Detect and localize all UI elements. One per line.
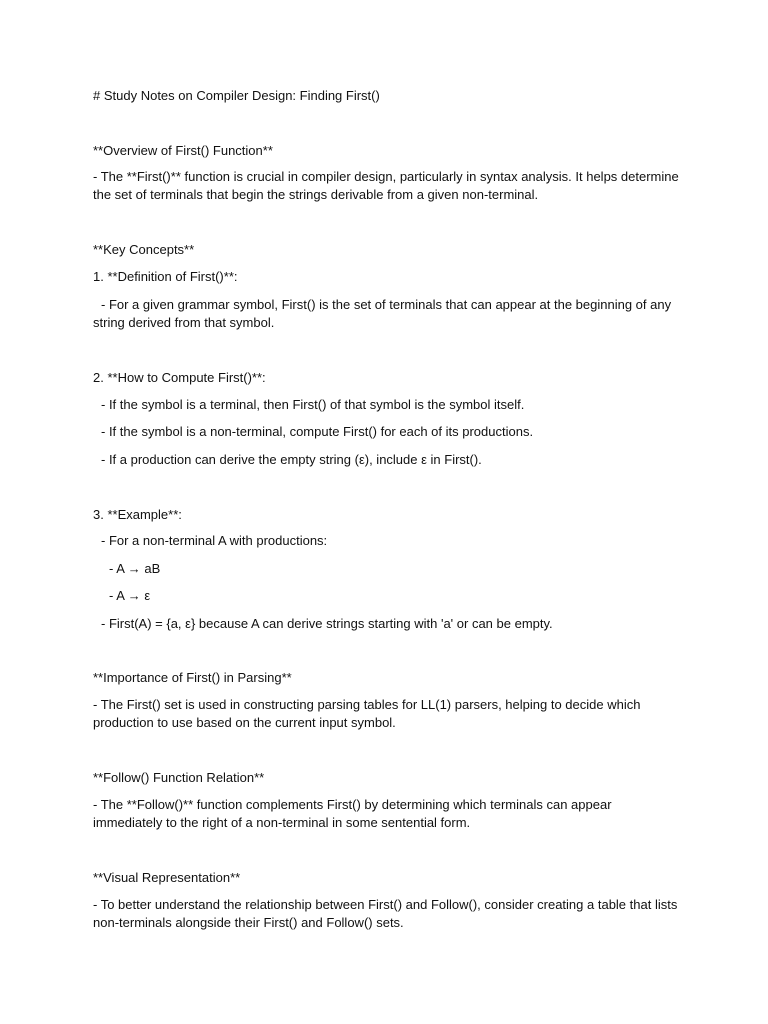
compute-item: - If the symbol is a non-terminal, compute First() for each of its productions. xyxy=(101,424,534,439)
compute-item: - If the symbol is a terminal, then First() of that symbol is the symbol itself. xyxy=(101,397,525,412)
example-title: 3. **Example**: xyxy=(93,507,182,522)
example-result: - First(A) = {a, ε} because A can derive strings starting with 'a' or can be empty. xyxy=(101,616,553,631)
compute-item: - If a production can derive the empty string (ε), include ε in First(). xyxy=(101,452,482,467)
follow-body: - The **Follow()** function complements First() by determining which terminals can appear immediately to the right of a non-terminal in some sentential form. xyxy=(93,797,612,830)
importance-title: **Importance of First() in Parsing** xyxy=(93,670,292,685)
follow-title: **Follow() Function Relation** xyxy=(93,770,265,785)
importance-body: - The First() set is used in constructing parsing tables for LL(1) parsers, helping to decide which production to use based on the current input symbol. xyxy=(93,697,641,730)
definition-title: 1. **Definition of First()**: xyxy=(93,269,238,284)
example-intro: - For a non-terminal A with productions: xyxy=(101,533,328,548)
definition-body: - For a given grammar symbol, First() is the set of terminals that can appear at the beginning of any string derived from that symbol. xyxy=(93,297,672,330)
visual-body: - To better understand the relationship between First() and Follow(), consider creating a table that lists non-terminals alongside their First() and Follow() sets. xyxy=(93,897,678,930)
overview-body: - The **First()** function is crucial in compiler design, particularly in syntax analysis. It helps determine the set of terminals that begin the strings derivable from a given non-terminal. xyxy=(93,169,679,202)
key-concepts-title: **Key Concepts** xyxy=(93,242,195,257)
overview-title: **Overview of First() Function** xyxy=(93,143,273,158)
visual-title: **Visual Representation** xyxy=(93,870,241,885)
compute-title: 2. **How to Compute First()**: xyxy=(93,370,266,385)
example-production: - A → ε xyxy=(109,588,151,603)
document-heading: # Study Notes on Compiler Design: Finding First() xyxy=(93,88,380,103)
example-production: - A → aB xyxy=(109,561,161,576)
